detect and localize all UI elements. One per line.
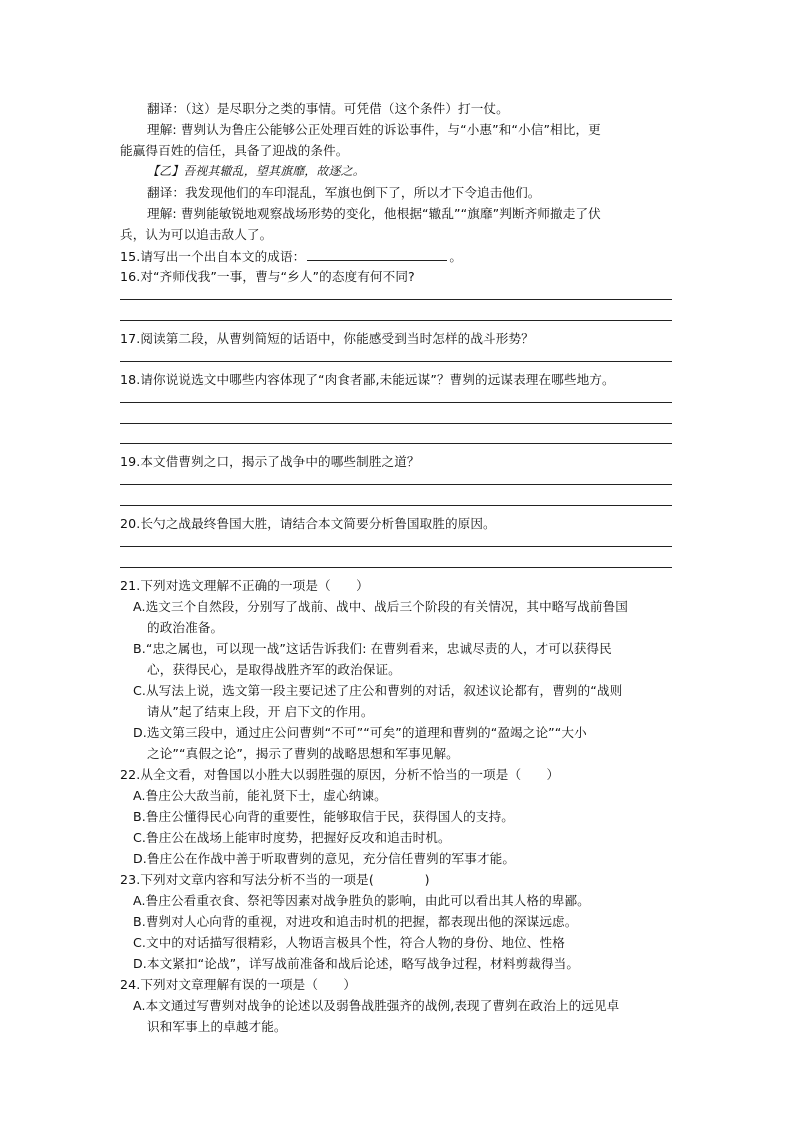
answer-line[interactable] <box>120 505 672 506</box>
answer-line[interactable] <box>120 320 672 321</box>
option-c: C.从写法上说，选文第一段主要记述了庄公和曹刿的对话，叙述议论都有，曹刿的“战则 <box>133 683 623 698</box>
answer-line[interactable] <box>120 402 672 403</box>
option-a: A.鲁庄公大敌当前，能礼贤下士，虚心纳谏。 <box>133 788 387 803</box>
option-d: D.选文第三段中，通过庄公问曹刿“不可”“可矣”的道理和曹刿的“盈竭之论”“大小 <box>133 725 587 740</box>
option-a-cont: 的政治准备。 <box>147 620 224 635</box>
option-d-cont: 之论”“真假之论”，揭示了曹刿的战略思想和军事见解。 <box>147 746 459 761</box>
option-a: A.选文三个自然段，分别写了战前、战中、战后三个阶段的有关情况，其中略写战前鲁国 <box>133 599 628 614</box>
understanding-line-cont: 兵，认为可以追击敌人了。 <box>120 227 273 242</box>
question-17: 17.阅读第二段，从曹刿简短的话语中，你能感受到当时怎样的战斗形势？ <box>120 331 534 346</box>
option-c: C.鲁庄公在战场上能审时度势，把握好反攻和追击时机。 <box>133 830 451 845</box>
answer-line[interactable] <box>120 567 672 568</box>
option-a: A.本文通过写曹刿对战争的论述以及弱鲁战胜强齐的战例,表现了曹刿在政治上的远见卓 <box>133 998 620 1013</box>
option-b: B.曹刿对人心向背的重视，对进攻和追击时机的把握，都表现出他的深谋远虑。 <box>133 914 578 929</box>
translation-line: 翻译：（这）是尽职分之类的事情。可凭借（这个条件）打一仗。 <box>147 101 509 116</box>
understanding-line: 理解: 曹刿认为鲁庄公能够公正处理百姓的诉讼事件，与“小惠”和“小信”相比，更 <box>147 122 601 137</box>
question-16: 16.对“齐师伐我”一事，曹与“乡人”的态度有何不同? <box>120 269 415 284</box>
answer-blank[interactable] <box>307 248 447 261</box>
option-b: B.“忠之属也，可以现一战”这话告诉我们: 在曹刿看来，忠诚尽责的人，才可以获得民 <box>133 641 612 656</box>
option-a-cont: 识和军事上的卓越才能。 <box>147 1019 287 1034</box>
option-a: A.鲁庄公看重衣食、祭祀等因素对战争胜负的影响，由此可以看出其人格的卑鄙。 <box>133 893 590 908</box>
option-c: C.文中的对话描写很精彩，人物语言极具个性，符合人物的身份、地位、性格 <box>133 935 565 950</box>
answer-line[interactable] <box>120 361 672 362</box>
question-15: 15.请写出一个出自本文的成语： 。 <box>120 249 463 264</box>
answer-line[interactable] <box>120 443 672 444</box>
option-b-cont: 心，获得民心，是取得战胜齐军的政治保证。 <box>147 662 401 677</box>
option-d: D.鲁庄公在作战中善于听取曹刿的意见，充分信任曹刿的军事才能。 <box>133 851 516 866</box>
understanding-line: 理解: 曹刿能敏锐地观察战场形势的变化，他根据“辙乱”“旗靡”判断齐师撤走了伏 <box>147 206 601 221</box>
question-24-stem: 24.下列对文章理解有误的一项是（ ） <box>120 977 357 992</box>
option-d: D.本文紧扣“论战”，详写战前准备和战后论述，略写战争过程，材料剪裁得当。 <box>133 956 580 971</box>
question-20: 20.长勺之战最终鲁国大胜，请结合本文简要分析鲁国取胜的原因。 <box>120 516 496 531</box>
answer-line[interactable] <box>120 299 672 300</box>
question-22-stem: 22.从全文看，对鲁国以小胜大以弱胜强的原因，分析不恰当的一项是（ ） <box>120 767 560 782</box>
question-23-stem: 23.下列对文章内容和写法分析不当的一项是( ) <box>120 872 430 887</box>
understanding-line-cont: 能赢得百姓的信任，具备了迎战的条件。 <box>120 143 349 158</box>
translation-line: 翻译：我发现他们的车印混乱，军旗也倒下了，所以才下令追击他们。 <box>147 185 541 200</box>
option-b: B.鲁庄公懂得民心向背的重要性，能够取信于民，获得国人的支持。 <box>133 809 514 824</box>
option-c-cont: 请从”起了结束上段，开 启下文的作用。 <box>147 704 374 719</box>
answer-line[interactable] <box>120 546 672 547</box>
question-19: 19.本文借曹刿之口，揭示了战争中的哪些制胜之道？ <box>120 454 420 469</box>
question-18: 18.请你说说选文中哪些内容体现了“肉食者鄙,未能远谋”？曹刿的远谋表理在哪些地方。 <box>120 372 615 387</box>
answer-line[interactable] <box>120 423 672 424</box>
quoted-passage-yi: 【乙】吾视其辙乱，望其旗靡，故逐之。 <box>147 164 365 178</box>
question-21-stem: 21.下列对选文理解不正确的一项是（ ） <box>120 578 369 593</box>
answer-line[interactable] <box>120 484 672 485</box>
